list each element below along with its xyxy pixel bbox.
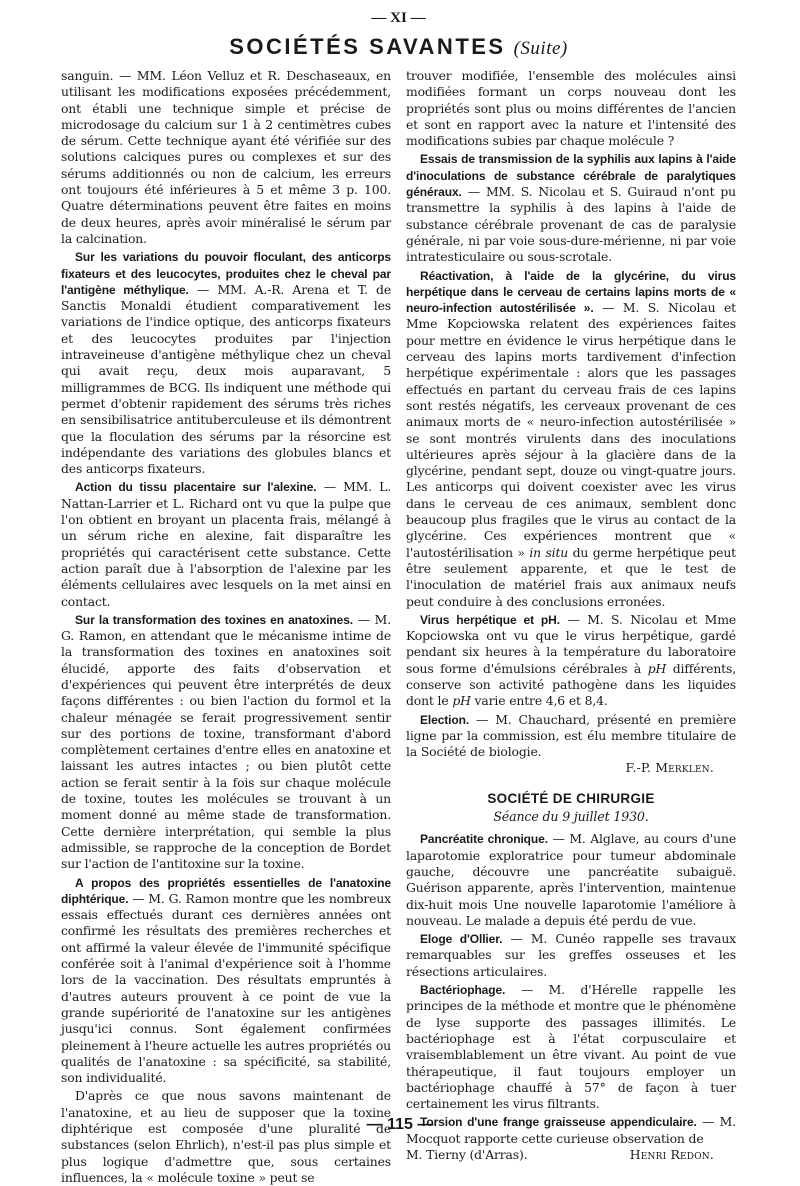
- paragraph-title: Eloge d'Ollier.: [420, 932, 503, 947]
- section-title: SOCIÉTÉ DE CHIRURGIE: [487, 790, 655, 806]
- paragraph-text: D'après ce que nous savons maintenant de l'anatoxine, et au lieu de supposer que la toxine diphtérique est composée d'une pluralité de substances (selon Ehrlich), n'est-il pas plus simple et plus logique d'admettre que, sous certaines influences, la « molécule toxine » peut se: [61, 1088, 391, 1185]
- paragraph: [406, 931, 736, 980]
- italic-term: pH: [647, 660, 667, 676]
- paragraph: [406, 268, 736, 610]
- paragraph-text: — M. d'Hérelle rappelle les principes de la méthode et montre que le phénomène de lyse supporte des passages illimités. Le bactériophage est à l'état corpusculaire et vraisemblablement un être vivant. Au point de vue thérapeutique, il faut toujours employer un bactériophage chauffé à 57° de façon à tuer certainement les virus filtrants.: [406, 982, 736, 1112]
- paragraph-text: M. Tierny (d'Arras).: [406, 1147, 528, 1162]
- page-number: — 115 —: [366, 1116, 434, 1133]
- paragraph-text: différents, conserve son activité pathogène dans les liquides dont le: [406, 660, 736, 709]
- right-column: [406, 68, 736, 1186]
- paragraph-text: sanguin. — MM. Léon Velluz et R. Deschaseaux, en utilisant les modifications exposées précédemment, ont établi une technique simple et précise de microdosage du calcium sur 1 à 2 centimètres cubes de sérum. Cette technique ayant été vérifiée sur des solutions calciques pures ou complexes et sur des sérums additionnés ou non de calcium, les erreurs ont toujours été inférieures à 5 et même 3 p. 100. Quatre déterminations peuvent être faites en moins de deux heures, après avoir minéralisé le sérum par la calcination.: [61, 68, 391, 246]
- paragraph-text: varie entre 4,6 et 8,4.: [470, 693, 608, 709]
- paragraph-text: — MM. L. Nattan-Larrier et L. Richard ont vu que la pulpe que l'on obtient en broyant un placenta frais, mélangé à un sérum riche en alexine, fait disparaître les propriétés qui caractérisent cette substance. Cette action paraît due à l'absorption de l'alexine par les éléments cellulaires avec lesquels on la met ainsi en contact.: [61, 479, 391, 609]
- paragraph-title: Réactivation, à l'aide de la glycérine, du virus herpétique dans le cerveau de certains lapins morts de « neuro-infection autostérilisée ».: [406, 268, 736, 316]
- paragraph: [61, 612, 391, 873]
- paragraph: [406, 982, 736, 1112]
- italic-term: in situ: [529, 544, 569, 560]
- two-column-body: [61, 68, 736, 1186]
- header-title: SOCIÉTÉS SAVANTES: [229, 34, 506, 59]
- paragraph: [406, 712, 736, 761]
- paragraph: [61, 68, 391, 247]
- paragraph-title: Torsion d'une frange graisseuse appendiculaire.: [420, 1115, 697, 1130]
- paragraph-text: du germe herpétique peut être seulement apparente, et que le test de l'inoculation de matériel frais aux animaux neufs peut conduire à des conclusions erronées.: [406, 544, 736, 609]
- paragraph: [406, 831, 736, 929]
- paragraph-text: — M. S. Nicolau et Mme Kopciowska relatent des expériences faites pour mettre en évidence le virus herpétique dans le cerveau des lapins morts tardivement d'infection herpétique expérimentale : alors que les passages effectués en partant du cerveau frais de ces lapins sont restés négatifs, les cerveaux provenant de ces animaux morts de « neuro-infection autostérilisée » se sont montrés virulents dans des inoculations ultérieures après séjour à la glacière dans de la glycérine, pendant sept, douze ou vingt-quatre jours. Les anticorps qui doivent coexister avec les virus dans le cerveau de ces animaux, semblent donc beaucoup plus fragiles que le virus au contact de la glycérine. Ces expériences montrent que « l'autostérilisation »: [406, 300, 736, 560]
- page-header: [61, 34, 736, 64]
- paragraph-text: — M. Alglave, au cours d'une laparotomie exploratrice pour tumeur abdominale gauche, découvre une pancréatite subaiguë. Guérison apparente, après l'intervention, maintenue dix-huit mois Une nouvelle laparotomie l'améliore à nouveau. Le malade a depuis été perdu de vue.: [406, 831, 737, 928]
- paragraph-title: Virus herpétique et pH.: [420, 612, 560, 627]
- signature-line: [406, 1147, 736, 1163]
- roman-page-number: — XI —: [371, 10, 426, 26]
- italic-term: pH: [452, 693, 471, 709]
- paragraph-title: A propos des propriétés essentielles de l'anatoxine diphtérique.: [61, 875, 391, 906]
- paragraph: [61, 249, 391, 477]
- paragraph-text: — MM. A.-R. Arena et T. de Sanctis Monaldi étudient comparativement les variations de l'indice optique, des anticorps fixateurs et des leucocytes produites par l'injection intraveineuse d'antigène méthylique chez un cheval qui avait reçu, deux mois auparavant, 5 milligrammes de BCG. Ils indiquent une méthode qui permet d'obtenir rapidement des sérums très riches en sensibilisatrice antituberculeuse et ils démontrent que la floculation des sérums par la résorcine est indépendante des variations des globules blancs et des anticorps fixateurs.: [61, 281, 392, 477]
- paragraph-text: — MM. S. Nicolau et S. Guiraud n'ont pu transmettre la syphilis à des lapins à l'aide de substance cérébrale provenant de cas de paralysie générale, ni par voie sous-dure-mérienne, ni par voie intratesticulaire ou sous-scrotale.: [406, 184, 736, 265]
- paragraph: [61, 875, 391, 1087]
- paragraph-title: Action du tissu placentaire sur l'alexine.: [75, 480, 317, 495]
- paragraph: [406, 151, 736, 265]
- paragraph: [61, 479, 391, 609]
- signature: Henri Redon.: [629, 1147, 714, 1162]
- paragraph-text: — M. Chauchard, présenté en première ligne par la commission, est élu membre titulaire de la Société de biologie.: [406, 711, 736, 760]
- paragraph: [406, 612, 736, 710]
- paragraph-title: Sur les variations du pouvoir floculant, des anticorps fixateurs et des leucocytes, produites chez le cheval par l'antigène méthylique.: [61, 250, 391, 297]
- paragraph: [61, 1088, 391, 1186]
- paragraph: [406, 68, 736, 149]
- paragraph-title: Sur la transformation des toxines en anatoxines.: [75, 612, 354, 627]
- paragraph-text: — M. Cunéo rappelle ses travaux remarquables sur les greffes osseuses et les résections articulaires.: [406, 931, 736, 979]
- session-date: Séance du 9 juillet 1930.: [493, 809, 649, 825]
- paragraph-title: Essais de transmission de la syphilis aux lapins à l'aide d'inoculations de substance cérébrale de paralytiques généraux.: [406, 152, 736, 200]
- paragraph-title: Bactériophage.: [420, 983, 506, 998]
- header-title-suite: (Suite): [513, 38, 568, 59]
- paragraph-text: — M. G. Ramon, en attendant que le mécanisme intime de la transformation des toxines en anatoxines soit élucidé, apporte des faits d'observation et d'expériences qui peuvent être interprétés de deux façons différentes : ou bien l'action du formol et la chaleur ménagée se ferait progressivement sentir sur des portions de toxine, transformant d'abord complètement certaines d'entre elles en anatoxine et laissant les autres intactes ; ou bien plutôt cette action se ferait sentir à la fois sur chaque molécule de toxine, toutes les molécules se trouvant à un moment donné au même stade de transformation. Cette dernière interprétation, qui semble la plus admissible, se rapproche de la conception de Bordet sur l'action de l'antitoxine sur la toxine.: [61, 611, 391, 872]
- paragraph-text: — M. G. Ramon montre que les nombreux essais effectués durant ces dernières années ont confirmé les résultats des premières recherches et ont affirmé la valeur élevée de l'immunité spécifique conférée soit à l'animal d'expérience soit à l'homme lors de la vaccination. Des résultats empruntés à d'autres auteurs prouvent à ce point de vue la grande supériorité de l'anatoxine sur les antigènes jusqu'ici connus. Sont également confirmées pleinement à l'heure actuelle les autres propriétés ou qualités de l'anatoxine : sa spécificité, sa stabilité, son individualité.: [61, 890, 391, 1086]
- paragraph-text: — M. S. Nicolau et Mme Kopciowska ont vu que le virus herpétique, gardé pendant six heures à la température du laboratoire sous forme d'émulsions cérébrales à: [406, 611, 736, 676]
- signature-line: [406, 760, 736, 776]
- signature: F.-P. Merklen.: [625, 760, 714, 776]
- paragraph-title: Pancréatite chronique.: [420, 832, 548, 847]
- left-column: [61, 68, 391, 1186]
- paragraph-text: — M. Mocquot rapporte cette curieuse observation de: [406, 1114, 736, 1146]
- paragraph-text: trouver modifiée, l'ensemble des molécules ainsi modifiées formant un corps nouveau dont les propriétés sont plus ou moins différentes de l'ancien et sont en rapport avec la nature et l'intensité des modifications subies par chaque molécule ?: [406, 68, 736, 149]
- paragraph-title: Election.: [420, 712, 470, 727]
